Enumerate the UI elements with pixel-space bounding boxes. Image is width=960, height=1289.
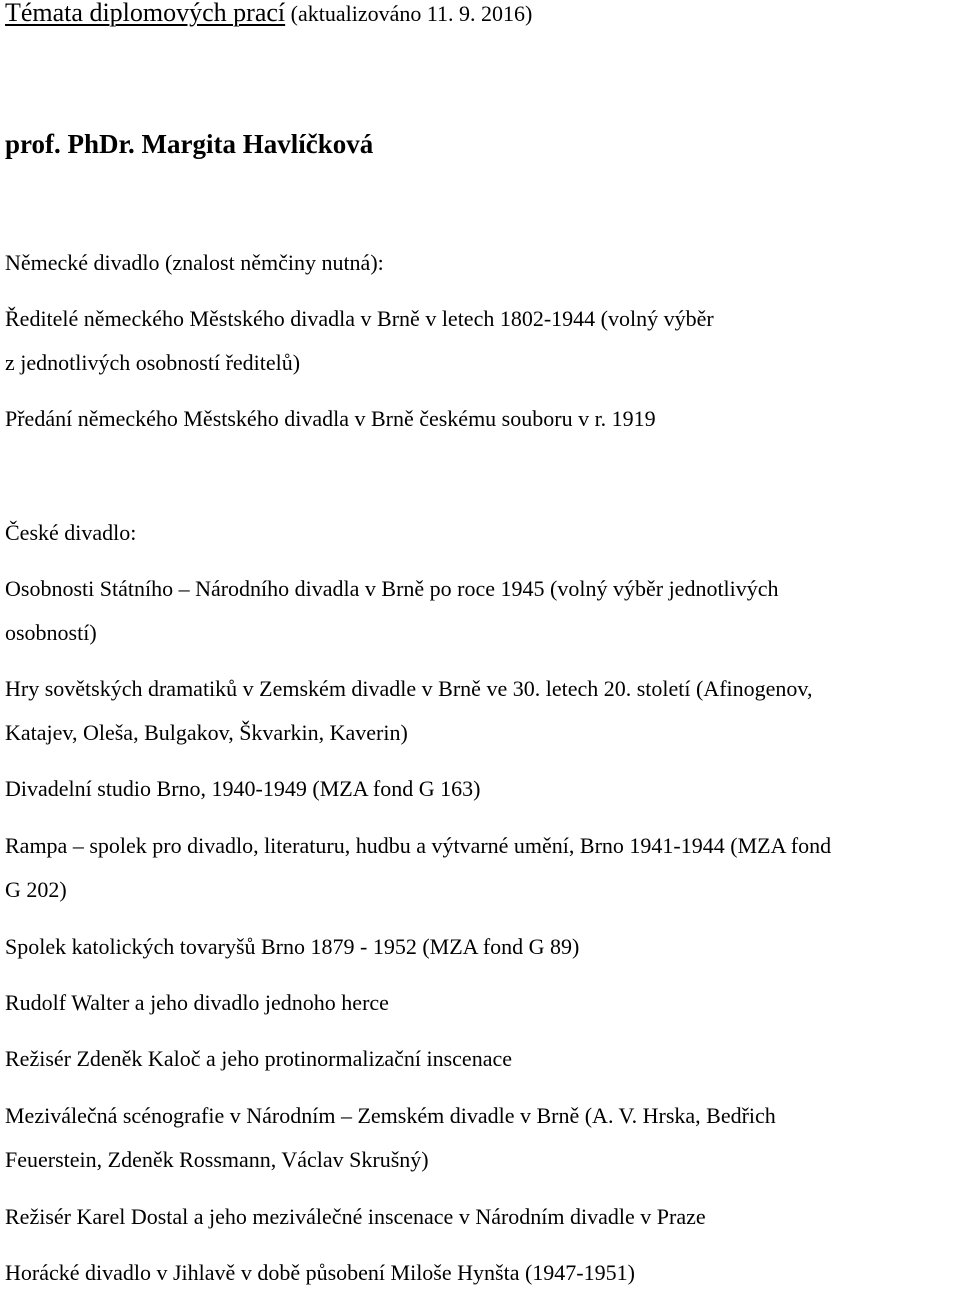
topic-line: Ředitelé německého Městského divadla v Brně v letech 1802-1944 (volný výběr [5, 306, 714, 331]
topic-line: Předání německého Městského divadla v Brně českému souboru v r. 1919 [5, 406, 656, 431]
topic-line: Spolek katolických tovaryšů Brno 1879 - 1952 (MZA fond G 89) [5, 934, 580, 959]
topic-line: Horácké divadlo v Jihlavě v době působení Miloše Hynšta (1947-1951) [5, 1260, 635, 1285]
title-date: (aktualizováno 11. 9. 2016) [285, 1, 533, 26]
topic-line: Divadelní studio Brno, 1940-1949 (MZA fond G 163) [5, 776, 481, 801]
author-name: prof. PhDr. Margita Havlíčková [5, 129, 374, 159]
topic-line: G 202) [5, 877, 67, 902]
topic-line: Osobnosti Státního – Národního divadla v Brně po roce 1945 (volný výběr jednotlivých [5, 576, 779, 601]
topic-line: Rampa – spolek pro divadlo, literaturu, hudbu a výtvarné umění, Brno 1941-1944 (MZA fond [5, 833, 832, 858]
topic-line: Katajev, Oleša, Bulgakov, Škvarkin, Kaverin) [5, 720, 408, 745]
topic-line: Režisér Zdeněk Kaloč a jeho protinormalizační inscenace [5, 1046, 512, 1071]
topic-line: z jednotlivých osobností ředitelů) [5, 350, 301, 375]
topic-line: Režisér Karel Dostal a jeho meziválečné inscenace v Národním divadle v Praze [5, 1204, 706, 1229]
topic-line: Meziválečná scénografie v Národním – Zemském divadle v Brně (A. V. Hrska, Bedřich [5, 1103, 776, 1128]
topic-line: Hry sovětských dramatiků v Zemském divadle v Brně ve 30. letech 20. století (Afinogenov, [5, 676, 813, 701]
topic-line: osobností) [5, 620, 97, 645]
topic-line: Rudolf Walter a jeho divadlo jednoho herce [5, 990, 389, 1015]
section-heading-czech: České divadlo: [5, 520, 137, 545]
section-heading-german: Německé divadlo (znalost němčiny nutná): [5, 250, 384, 275]
topic-line: Feuerstein, Zdeněk Rossmann, Václav Skrušný) [5, 1147, 429, 1172]
title-main: Témata diplomových prací [5, 0, 286, 27]
page-title [5, 0, 532, 31]
